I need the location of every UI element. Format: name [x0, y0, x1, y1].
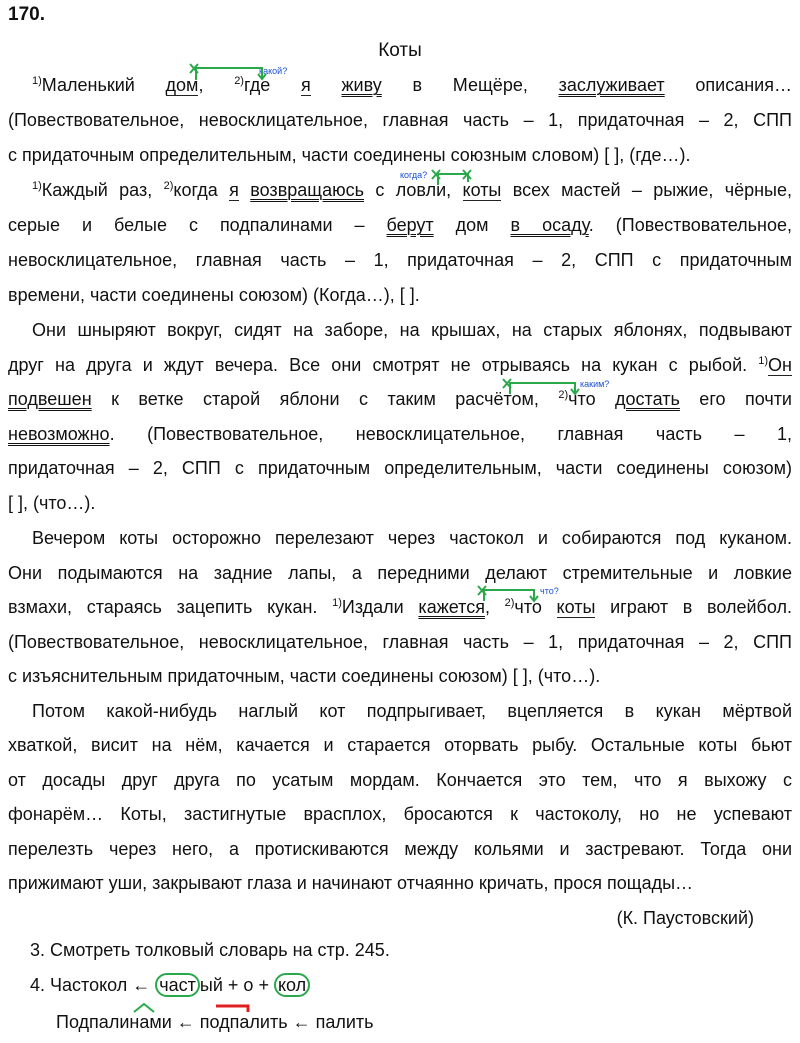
adverbial-arrow — [432, 170, 471, 185]
predicate-vozvrashchayus: возвращаюсь — [250, 180, 364, 200]
predicate-podveshen: подвешен — [8, 389, 92, 409]
p1-line2: (Повествовательное, невосклицательное, главная часть – 1, придаточная – 2, СПП — [8, 110, 792, 130]
text-fragment: палить ← палить — [229, 1012, 374, 1032]
predicate-zhivu: живу — [341, 75, 382, 95]
subject-on: Он — [768, 355, 792, 375]
sentence-number: 2) — [504, 597, 515, 609]
p1-line3: с придаточным определительным, части соединены союзным словом) [ ], (где…). — [8, 145, 691, 165]
subject-ya: я — [300, 75, 311, 95]
question-annotation: каким? — [580, 379, 610, 389]
text-fragment: Подпал — [56, 1012, 120, 1032]
text-title: Коты — [378, 40, 422, 61]
text-fragment: серые и белые с подпалинами – — [8, 215, 387, 235]
text-fragment: Потом какой-нибудь наглый кот подпрыгивает, вцепляется в кукан мёртвой — [32, 701, 792, 721]
sentence-number: 1) — [758, 355, 769, 367]
p5-line3: от досады друг друга по усатым мордам. Кончается это тем, что я выхожу с — [8, 770, 792, 790]
text-fragment: друг на друга и ждут вечера. Все они смотрят не отрываясь на кукан с рыбой. — [8, 355, 759, 375]
text-fragment: Вечером коты осторожно перелезают через частокол и собираются под куканом. — [32, 528, 792, 548]
text-fragment: Издали — [341, 597, 419, 617]
text-fragment: Каждый раз, — [41, 180, 164, 200]
attributive-arrow — [503, 379, 579, 394]
sentence-number: 1) — [32, 75, 42, 87]
p2-line3: невосклицательное, главная часть – 1, придаточная – 2, СПП с придаточным — [8, 250, 792, 270]
predicate-berut: берут — [386, 215, 434, 235]
text-fragment: с ловли, — [363, 180, 463, 200]
p5-line4: фонарём… Коты, застигнутые врасплох, бросаются к частоколу, но не успевают — [8, 804, 792, 824]
predicate-nevozmozhno: невозможно — [8, 424, 110, 444]
p5-line2: хваткой, висит на нём, качается и старается оторвать рыбу. Остальные коты бьют — [8, 735, 792, 755]
p4-line2: Они подымаются на задние лапы, а передними делают стремительные и ловкие — [8, 563, 792, 583]
text-fragment: что — [568, 389, 616, 409]
text-fragment: ый + о + — [199, 975, 274, 995]
text-fragment: описания… — [664, 75, 792, 95]
question-annotation: что? — [540, 586, 559, 596]
sentence-number: 2) — [234, 75, 244, 87]
root-kol: кол — [274, 973, 310, 997]
root-chast: част — [155, 973, 200, 997]
text-fragment: где — [243, 75, 301, 95]
text-fragment: взмахи, стараясь зацепить кукан. — [8, 597, 333, 617]
question-annotation: какой? — [259, 66, 288, 76]
subject-koty: коты — [462, 180, 502, 200]
exercise-number: 170. — [8, 4, 45, 25]
prefix-mark — [216, 1006, 248, 1012]
text-fragment: дом — [433, 215, 511, 235]
text-fragment: , — [198, 75, 235, 95]
text-fragment: инами ← — [119, 1012, 200, 1032]
text-fragment: 4. Частокол ← — [30, 975, 156, 995]
subject-dom: дом — [165, 75, 199, 95]
sentence-number: 2) — [163, 180, 174, 192]
predicate-zasluzhivaet: заслуживает — [558, 75, 665, 95]
p5-line5: перелезть через него, а протискиваются между кольями и застревают. Тогда они — [8, 839, 792, 859]
subject-koty: коты — [556, 597, 596, 617]
subject-ya: я — [229, 180, 239, 200]
explanatory-arrow — [478, 586, 538, 601]
task-3: 3. Смотреть толковый словарь на стр. 245. — [30, 940, 390, 960]
question-annotation: когда? — [400, 170, 428, 180]
p2-line4: времени, части соединены союзом) (Когда…), [ ]. — [8, 285, 420, 305]
text-fragment: его почти — [679, 389, 792, 409]
text-fragment: в Мещёре, — [381, 75, 559, 95]
predicate-dostat: достать — [615, 389, 680, 409]
text-fragment: Маленький — [41, 75, 166, 95]
sentence-number: 2) — [558, 389, 569, 401]
predicate-kazhetsya: кажется — [418, 597, 485, 617]
p5-line6: прижимают уши, закрывают глаза и начинают отчаянно кричать, прося пощады… — [8, 873, 694, 893]
text-fragment: . (Повествовательное, невосклицательное, главная часть – 1, — [109, 424, 792, 444]
sentence-number: 1) — [32, 180, 42, 192]
prefix-pod: под — [199, 1012, 230, 1032]
p3-line5: придаточная – 2, СПП с придаточным определительным, части соединены союзом) — [8, 458, 792, 478]
p4-line4: (Повествовательное, невосклицательное, главная часть – 1, придаточная – 2, СПП — [8, 632, 792, 652]
sentence-number: 1) — [332, 597, 342, 609]
text-fragment: когда — [173, 180, 230, 200]
text-fragment: к ветке старой яблони с таким расчётом, — [91, 389, 559, 409]
predicate-v-osadu: в осаду — [510, 215, 589, 235]
attributive-arrow — [190, 64, 266, 80]
root-mark — [134, 1004, 154, 1012]
text-fragment: играют в волейбол. — [595, 597, 792, 617]
text-fragment: что — [514, 597, 557, 617]
text-fragment: всех мастей – рыжие, чёрные, — [501, 180, 793, 200]
text-fragment: , — [484, 597, 505, 617]
author-attribution: (К. Паустовский) — [616, 908, 754, 928]
p4-line5: с изъяснительным придаточным, части соединены союзом) [ ], (что…). — [8, 666, 601, 686]
text-fragment: . (Повествовательное, — [588, 215, 792, 235]
text-fragment: Они шныряют вокруг, сидят на заборе, на крышах, на старых яблонях, подвывают — [32, 320, 792, 340]
p3-line6: [ ], (что…). — [8, 493, 96, 513]
